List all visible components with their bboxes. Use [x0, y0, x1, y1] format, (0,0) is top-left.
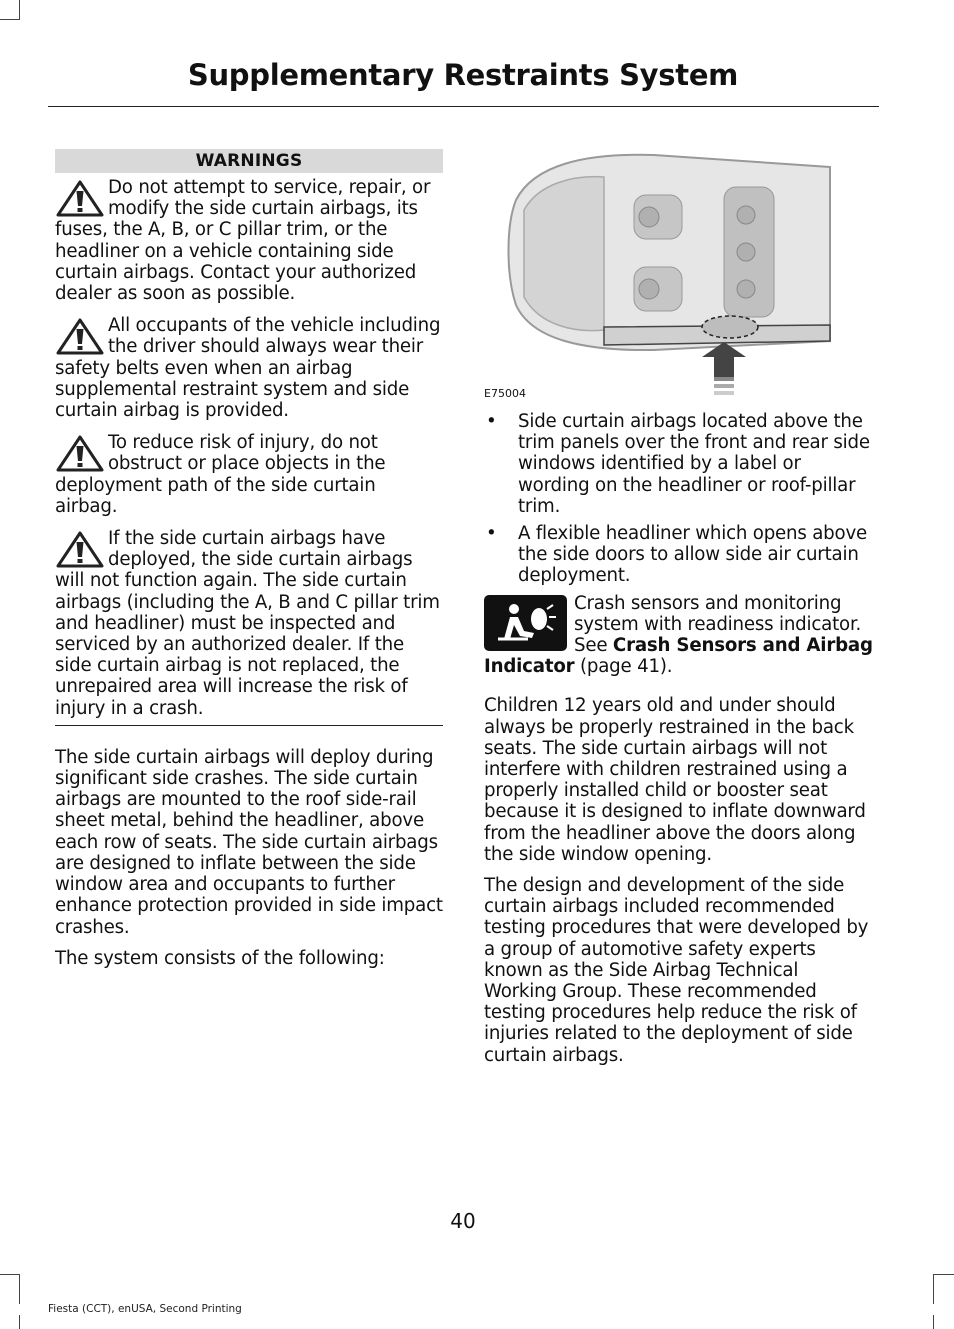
warnings-end-divider [55, 725, 443, 726]
right-column [484, 145, 874, 1076]
warning-triangle-icon [55, 179, 105, 219]
cross-reference-link[interactable]: Crash Sensors and Airbag Indicator [484, 635, 873, 678]
warning-item [55, 528, 443, 719]
footer-text: Fiesta (CCT), enUSA, Second Printing [48, 1303, 242, 1315]
list-item-text: Side curtain airbags located above the trim panels over the front and rear side windows identified by a label or wording on the headliner or roof-pillar trim. [518, 411, 870, 517]
title-divider [48, 106, 879, 107]
body-paragraph: Children 12 years old and under should always be properly restrained in the back seats. The side curtain airbags will not interfere with children restrained using a properly installed child or booster seat because it is designed to inflate downward from the headliner above the doors along the side window opening. [484, 695, 866, 865]
list-item-text: A flexible headliner which opens above the side doors to allow side air curtain deployment. [518, 523, 868, 587]
body-paragraph: The side curtain airbags will deploy during significant side crashes. The side curtain airbags are mounted to the roof side-rail sheet metal, behind the headliner, above each row of seats. The side curtain airbags are designed to inflate between the side window area and occupants to further enhance protection provided in side impact crashes. [55, 746, 443, 938]
body-paragraph: The design and development of the side curtain airbags included recommended testing procedures that were developed by a group of automotive safety experts known as the Side Airbag Technical Working Group. These recommended testing procedures help reduce the risk of injuries related to the deployment of side curtain airbags. [484, 875, 869, 1066]
vehicle-top-view-illustration [484, 145, 874, 381]
system-components-list [484, 411, 874, 587]
warning-text: If the side curtain airbags have deployed, the side curtain airbags will not function again. The side curtain airbags (including the A, B and C pillar trim and headliner) must be inspected and serviced by an authorized dealer. If the side curtain airbag is not replaced, the unrepaired area will increase the risk of injury in a crash. [55, 528, 440, 719]
crop-mark [933, 1315, 934, 1329]
bullet-marker: • [486, 411, 497, 432]
vehicle-top-view-figure [484, 145, 874, 405]
page-title: Supplementary Restraints System [187, 58, 739, 92]
sensor-note-text: Crash sensors and monitoring system with readiness indicator. See [574, 592, 862, 657]
warning-item [55, 177, 443, 304]
list-item [484, 411, 874, 517]
list-item [484, 523, 874, 587]
figure-code: E75004 [484, 387, 526, 400]
warning-triangle-icon [55, 434, 105, 474]
crop-mark [0, 1274, 20, 1275]
crop-mark [0, 19, 20, 20]
crop-mark [19, 1274, 20, 1304]
page-reference: (page 41). [579, 656, 673, 678]
warnings-heading: WARNINGS [55, 149, 443, 173]
warning-triangle-icon [55, 317, 105, 357]
crop-mark [19, 0, 20, 20]
crop-mark [933, 1274, 954, 1275]
crop-mark [19, 1315, 20, 1329]
airbag-indicator-icon [484, 595, 567, 651]
warning-item [55, 315, 443, 421]
warning-text: To reduce risk of injury, do not obstruct or place objects in the deployment path of the side curtain airbag. [55, 432, 386, 517]
warning-text: All occupants of the vehicle including the driver should always wear their safety belts even when an airbag supplemental restraint system and side curtain airbag is provided. [55, 315, 441, 422]
warning-item [55, 432, 443, 517]
left-column [55, 149, 443, 979]
bullet-marker: • [486, 523, 497, 545]
crop-mark [933, 1274, 934, 1304]
warning-text: Do not attempt to service, repair, or modify the side curtain airbags, its fuses, the A, B, or C pillar trim, or the headliner on a vehicle containing side curtain airbags. Contact your authorized dealer as soon as possible. [55, 177, 431, 305]
page-number: 40 [450, 1209, 476, 1233]
sensor-note [484, 593, 874, 678]
warning-triangle-icon [55, 530, 105, 570]
body-paragraph: The system consists of the following: [55, 947, 385, 969]
impact-arrow-icon [712, 377, 736, 397]
